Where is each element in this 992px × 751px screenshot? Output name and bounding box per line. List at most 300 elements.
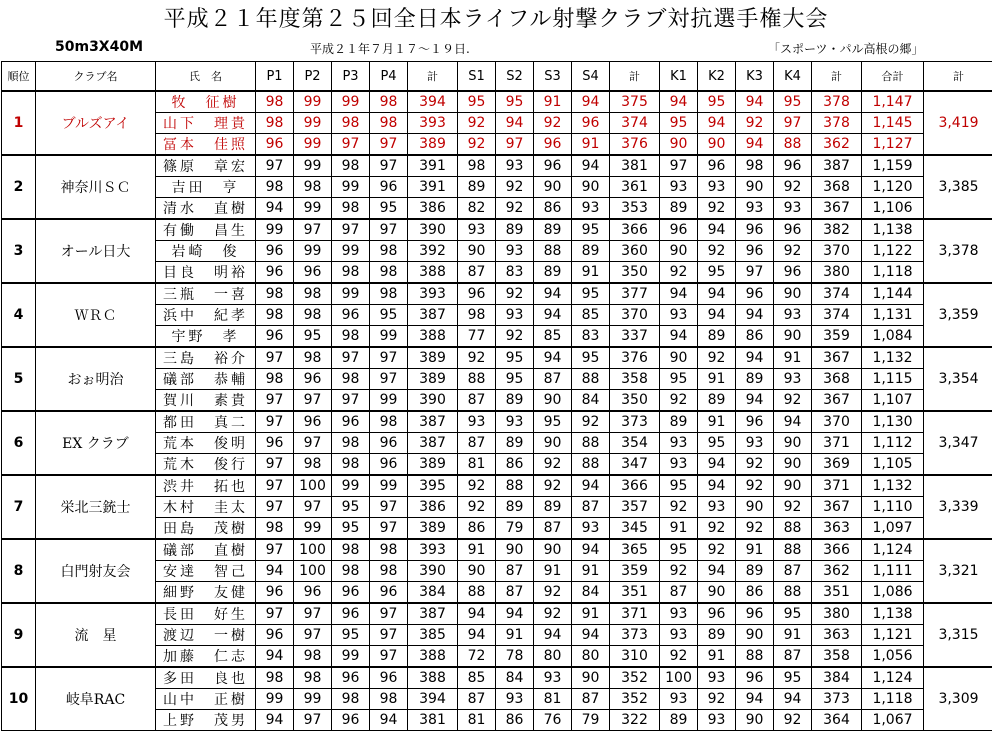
score-cell: 95 <box>572 347 610 369</box>
score-cell: 347 <box>610 454 660 476</box>
team-rank: 4 <box>2 283 36 347</box>
score-cell: 98 <box>370 283 408 305</box>
score-cell: 98 <box>294 177 332 198</box>
score-cell: 98 <box>294 454 332 476</box>
col-k2-header: K2 <box>698 62 736 92</box>
score-cell: 89 <box>572 241 610 262</box>
score-cell: 86 <box>534 198 572 220</box>
score-cell: 98 <box>370 539 408 561</box>
club-name: 岐阜RAC <box>36 667 156 731</box>
score-cell: 1,145 <box>862 113 924 134</box>
score-cell: 80 <box>572 646 610 668</box>
score-cell: 90 <box>774 326 812 348</box>
score-cell: 92 <box>660 262 698 284</box>
score-cell: 359 <box>610 561 660 582</box>
score-cell: 97 <box>370 603 408 625</box>
score-cell: 95 <box>496 347 534 369</box>
score-cell: 96 <box>572 113 610 134</box>
score-cell: 93 <box>458 411 496 433</box>
score-cell: 98 <box>332 262 370 284</box>
score-cell: 345 <box>610 518 660 540</box>
team-rank: 7 <box>2 475 36 539</box>
score-cell: 90 <box>660 347 698 369</box>
score-cell: 93 <box>698 177 736 198</box>
score-cell: 374 <box>812 283 862 305</box>
score-cell: 1,115 <box>862 369 924 390</box>
score-cell: 92 <box>698 198 736 220</box>
score-cell: 98 <box>294 347 332 369</box>
score-cell: 96 <box>294 411 332 433</box>
score-cell: 96 <box>256 625 294 646</box>
score-cell: 99 <box>332 646 370 668</box>
score-cell: 96 <box>370 582 408 604</box>
score-cell: 92 <box>660 497 698 518</box>
score-cell: 93 <box>496 689 534 710</box>
score-cell: 91 <box>572 561 610 582</box>
score-cell: 90 <box>736 710 774 731</box>
score-cell: 1,130 <box>862 411 924 433</box>
score-cell: 96 <box>370 177 408 198</box>
team-rank: 5 <box>2 347 36 411</box>
score-cell: 97 <box>332 390 370 412</box>
score-cell: 97 <box>736 262 774 284</box>
shooter-name: 礒部 直樹 <box>156 539 256 561</box>
score-cell: 90 <box>660 134 698 156</box>
score-cell: 79 <box>572 710 610 731</box>
shooter-name: 加藤 仁志 <box>156 646 256 668</box>
score-cell: 92 <box>698 689 736 710</box>
score-cell: 98 <box>370 689 408 710</box>
shooter-name: 上野 茂男 <box>156 710 256 731</box>
team-total: 3,419 <box>924 91 992 155</box>
score-cell: 358 <box>610 369 660 390</box>
col-k3-header: K3 <box>736 62 774 92</box>
shooter-name: 山中 正樹 <box>156 689 256 710</box>
score-cell: 87 <box>572 689 610 710</box>
score-cell: 88 <box>774 539 812 561</box>
score-cell: 1,132 <box>862 347 924 369</box>
score-cell: 92 <box>774 390 812 412</box>
score-cell: 94 <box>572 91 610 113</box>
score-cell: 89 <box>660 710 698 731</box>
score-cell: 1,124 <box>862 667 924 689</box>
shooter-name: 田島 茂樹 <box>156 518 256 540</box>
score-cell: 388 <box>408 646 458 668</box>
score-cell: 93 <box>660 603 698 625</box>
score-cell: 364 <box>812 710 862 731</box>
score-cell: 98 <box>736 155 774 177</box>
score-cell: 93 <box>496 155 534 177</box>
score-cell: 91 <box>496 625 534 646</box>
score-cell: 94 <box>698 113 736 134</box>
score-cell: 97 <box>660 155 698 177</box>
score-cell: 99 <box>256 219 294 241</box>
shooter-name: 篠原 章宏 <box>156 155 256 177</box>
score-cell: 98 <box>256 177 294 198</box>
score-cell: 92 <box>534 475 572 497</box>
score-cell: 1,056 <box>862 646 924 668</box>
score-cell: 94 <box>736 91 774 113</box>
score-cell: 89 <box>698 625 736 646</box>
score-cell: 92 <box>496 177 534 198</box>
score-cell: 369 <box>812 454 862 476</box>
score-cell: 97 <box>294 603 332 625</box>
score-cell: 371 <box>610 603 660 625</box>
score-cell: 373 <box>812 689 862 710</box>
score-cell: 95 <box>698 91 736 113</box>
score-cell: 100 <box>294 475 332 497</box>
score-cell: 368 <box>812 369 862 390</box>
score-cell: 99 <box>294 241 332 262</box>
score-cell: 96 <box>256 582 294 604</box>
col-s2-header: S2 <box>496 62 534 92</box>
team-total: 3,309 <box>924 667 992 731</box>
score-cell: 90 <box>736 177 774 198</box>
team-total: 3,359 <box>924 283 992 347</box>
score-cell: 381 <box>408 710 458 731</box>
score-cell: 92 <box>534 454 572 476</box>
table-row <box>2 411 992 433</box>
score-cell: 97 <box>370 646 408 668</box>
results-body <box>2 91 992 731</box>
col-team-total-header: 計 <box>924 62 992 92</box>
score-cell: 94 <box>496 603 534 625</box>
score-cell: 98 <box>256 91 294 113</box>
table-row <box>2 283 992 305</box>
score-cell: 95 <box>294 326 332 348</box>
score-cell: 93 <box>736 198 774 220</box>
score-cell: 1,124 <box>862 539 924 561</box>
score-cell: 95 <box>660 475 698 497</box>
score-cell: 87 <box>660 582 698 604</box>
team-rank: 6 <box>2 411 36 475</box>
score-cell: 1,132 <box>862 475 924 497</box>
score-cell: 96 <box>458 283 496 305</box>
shooter-name: 吉田 亨 <box>156 177 256 198</box>
score-cell: 1,067 <box>862 710 924 731</box>
score-cell: 98 <box>256 518 294 540</box>
score-cell: 95 <box>698 433 736 454</box>
score-cell: 90 <box>572 667 610 689</box>
col-rank-header: 順位 <box>2 62 36 92</box>
score-cell: 94 <box>256 561 294 582</box>
score-cell: 96 <box>774 155 812 177</box>
score-cell: 94 <box>736 390 774 412</box>
col-k1-header: K1 <box>660 62 698 92</box>
score-cell: 95 <box>660 539 698 561</box>
score-cell: 92 <box>774 177 812 198</box>
score-cell: 1,138 <box>862 603 924 625</box>
score-cell: 96 <box>534 155 572 177</box>
score-cell: 93 <box>774 369 812 390</box>
score-cell: 367 <box>812 390 862 412</box>
score-cell: 95 <box>572 219 610 241</box>
score-cell: 93 <box>572 198 610 220</box>
shooter-name: 都田 真二 <box>156 411 256 433</box>
score-cell: 96 <box>370 667 408 689</box>
score-cell: 352 <box>610 667 660 689</box>
score-cell: 88 <box>496 475 534 497</box>
score-cell: 76 <box>534 710 572 731</box>
score-cell: 368 <box>812 177 862 198</box>
score-cell: 391 <box>408 155 458 177</box>
score-cell: 94 <box>572 625 610 646</box>
team-rank: 1 <box>2 91 36 155</box>
col-kneeling-total-header: 計 <box>812 62 862 92</box>
score-cell: 89 <box>496 433 534 454</box>
score-cell: 92 <box>458 475 496 497</box>
score-cell: 85 <box>572 305 610 326</box>
score-cell: 94 <box>256 646 294 668</box>
score-cell: 93 <box>458 219 496 241</box>
score-cell: 95 <box>370 198 408 220</box>
score-cell: 88 <box>774 582 812 604</box>
col-club-header: クラブ名 <box>36 62 156 92</box>
score-cell: 370 <box>812 411 862 433</box>
score-cell: 96 <box>534 134 572 156</box>
score-cell: 94 <box>458 603 496 625</box>
score-cell: 373 <box>610 411 660 433</box>
score-cell: 1,138 <box>862 219 924 241</box>
score-cell: 90 <box>774 283 812 305</box>
shooter-name: 牧 征樹 <box>156 91 256 113</box>
score-cell: 90 <box>698 582 736 604</box>
score-cell: 92 <box>736 475 774 497</box>
score-cell: 94 <box>698 219 736 241</box>
shooter-name: 冨本 佳照 <box>156 134 256 156</box>
score-cell: 375 <box>610 91 660 113</box>
score-cell: 395 <box>408 475 458 497</box>
score-cell: 96 <box>774 219 812 241</box>
score-cell: 98 <box>332 454 370 476</box>
score-cell: 96 <box>736 241 774 262</box>
score-cell: 1,112 <box>862 433 924 454</box>
table-row <box>2 603 992 625</box>
score-cell: 90 <box>534 433 572 454</box>
score-cell: 92 <box>736 454 774 476</box>
score-cell: 90 <box>774 454 812 476</box>
score-cell: 367 <box>812 347 862 369</box>
team-rank: 3 <box>2 219 36 283</box>
score-cell: 92 <box>774 497 812 518</box>
score-cell: 374 <box>812 305 862 326</box>
score-cell: 393 <box>408 539 458 561</box>
score-cell: 1,086 <box>862 582 924 604</box>
score-cell: 87 <box>458 262 496 284</box>
score-cell: 92 <box>496 326 534 348</box>
shooter-name: 賀川 素貴 <box>156 390 256 412</box>
score-cell: 86 <box>458 518 496 540</box>
score-cell: 388 <box>408 667 458 689</box>
score-cell: 89 <box>496 390 534 412</box>
score-cell: 99 <box>332 283 370 305</box>
event-label: 50m3X40M <box>55 39 144 55</box>
score-cell: 97 <box>332 347 370 369</box>
score-cell: 87 <box>774 646 812 668</box>
score-cell: 387 <box>408 305 458 326</box>
score-cell: 92 <box>660 390 698 412</box>
score-cell: 95 <box>370 305 408 326</box>
score-cell: 91 <box>774 625 812 646</box>
score-cell: 99 <box>370 390 408 412</box>
team-total: 3,339 <box>924 475 992 539</box>
score-cell: 98 <box>294 667 332 689</box>
score-cell: 90 <box>736 497 774 518</box>
score-cell: 90 <box>572 177 610 198</box>
score-cell: 94 <box>774 411 812 433</box>
score-cell: 97 <box>370 134 408 156</box>
score-cell: 84 <box>572 582 610 604</box>
score-cell: 92 <box>774 710 812 731</box>
score-cell: 361 <box>610 177 660 198</box>
shooter-name: 木村 圭太 <box>156 497 256 518</box>
score-cell: 88 <box>736 646 774 668</box>
score-cell: 87 <box>458 390 496 412</box>
score-cell: 95 <box>572 283 610 305</box>
score-cell: 92 <box>736 113 774 134</box>
score-cell: 95 <box>332 518 370 540</box>
score-cell: 96 <box>332 603 370 625</box>
score-cell: 90 <box>496 539 534 561</box>
score-cell: 96 <box>736 667 774 689</box>
score-cell: 97 <box>256 411 294 433</box>
score-cell: 83 <box>496 262 534 284</box>
score-cell: 98 <box>294 646 332 668</box>
score-cell: 98 <box>294 305 332 326</box>
score-cell: 99 <box>332 475 370 497</box>
score-cell: 95 <box>774 603 812 625</box>
score-cell: 94 <box>572 539 610 561</box>
score-cell: 92 <box>458 347 496 369</box>
score-cell: 94 <box>698 283 736 305</box>
score-cell: 88 <box>572 454 610 476</box>
shooter-name: 目良 明裕 <box>156 262 256 284</box>
score-cell: 92 <box>660 646 698 668</box>
score-cell: 80 <box>534 646 572 668</box>
score-cell: 94 <box>572 475 610 497</box>
score-cell: 94 <box>534 625 572 646</box>
score-cell: 99 <box>332 177 370 198</box>
score-cell: 1,111 <box>862 561 924 582</box>
score-cell: 1,118 <box>862 262 924 284</box>
score-cell: 93 <box>496 411 534 433</box>
score-cell: 96 <box>332 305 370 326</box>
score-cell: 93 <box>736 433 774 454</box>
score-cell: 94 <box>736 305 774 326</box>
shooter-name: 多田 良也 <box>156 667 256 689</box>
score-cell: 87 <box>458 433 496 454</box>
score-cell: 92 <box>534 113 572 134</box>
team-total: 3,385 <box>924 155 992 219</box>
table-row <box>2 539 992 561</box>
score-cell: 98 <box>332 561 370 582</box>
score-cell: 381 <box>610 155 660 177</box>
score-cell: 389 <box>408 518 458 540</box>
score-cell: 1,120 <box>862 177 924 198</box>
score-cell: 89 <box>660 411 698 433</box>
score-cell: 84 <box>496 667 534 689</box>
score-cell: 87 <box>496 561 534 582</box>
score-cell: 93 <box>660 625 698 646</box>
score-cell: 89 <box>458 177 496 198</box>
score-cell: 370 <box>610 305 660 326</box>
score-cell: 97 <box>294 497 332 518</box>
score-cell: 98 <box>256 667 294 689</box>
score-cell: 99 <box>332 241 370 262</box>
score-cell: 90 <box>534 390 572 412</box>
club-name: 栄北三銃士 <box>36 475 156 539</box>
score-cell: 394 <box>408 689 458 710</box>
score-cell: 94 <box>774 689 812 710</box>
score-cell: 98 <box>332 539 370 561</box>
score-cell: 393 <box>408 113 458 134</box>
score-cell: 93 <box>534 667 572 689</box>
score-cell: 91 <box>698 369 736 390</box>
score-cell: 97 <box>370 518 408 540</box>
score-cell: 95 <box>496 91 534 113</box>
team-rank: 8 <box>2 539 36 603</box>
shooter-name: 岩崎 俊 <box>156 241 256 262</box>
score-cell: 391 <box>408 177 458 198</box>
score-cell: 89 <box>660 198 698 220</box>
score-cell: 91 <box>698 646 736 668</box>
score-cell: 385 <box>408 625 458 646</box>
score-cell: 90 <box>736 625 774 646</box>
score-cell: 97 <box>332 134 370 156</box>
score-cell: 97 <box>256 454 294 476</box>
col-p2-header: P2 <box>294 62 332 92</box>
score-cell: 99 <box>370 475 408 497</box>
score-cell: 1,097 <box>862 518 924 540</box>
score-cell: 95 <box>774 667 812 689</box>
score-cell: 350 <box>610 390 660 412</box>
score-cell: 99 <box>332 91 370 113</box>
score-cell: 77 <box>458 326 496 348</box>
score-cell: 92 <box>774 241 812 262</box>
score-cell: 87 <box>496 582 534 604</box>
score-cell: 91 <box>572 603 610 625</box>
score-cell: 363 <box>812 518 862 540</box>
score-cell: 88 <box>572 369 610 390</box>
score-cell: 93 <box>660 433 698 454</box>
score-cell: 86 <box>496 710 534 731</box>
score-cell: 96 <box>332 411 370 433</box>
score-cell: 94 <box>370 710 408 731</box>
event-date: 平成２１年７月１７～１９日. <box>310 42 470 56</box>
col-s1-header: S1 <box>458 62 496 92</box>
score-cell: 367 <box>812 497 862 518</box>
shooter-name: 有働 昌生 <box>156 219 256 241</box>
score-cell: 390 <box>408 390 458 412</box>
score-cell: 88 <box>534 241 572 262</box>
shooter-name: 渡辺 一樹 <box>156 625 256 646</box>
club-name: ＷＲＣ <box>36 283 156 347</box>
score-cell: 91 <box>534 561 572 582</box>
score-cell: 386 <box>408 497 458 518</box>
score-cell: 387 <box>408 603 458 625</box>
shooter-name: 長田 好生 <box>156 603 256 625</box>
club-name: 白門射友会 <box>36 539 156 603</box>
score-cell: 97 <box>294 390 332 412</box>
col-p4-header: P4 <box>370 62 408 92</box>
score-cell: 98 <box>458 155 496 177</box>
score-cell: 390 <box>408 219 458 241</box>
score-cell: 93 <box>572 518 610 540</box>
score-cell: 91 <box>698 411 736 433</box>
score-cell: 1,147 <box>862 91 924 113</box>
score-cell: 353 <box>610 198 660 220</box>
score-cell: 370 <box>812 241 862 262</box>
